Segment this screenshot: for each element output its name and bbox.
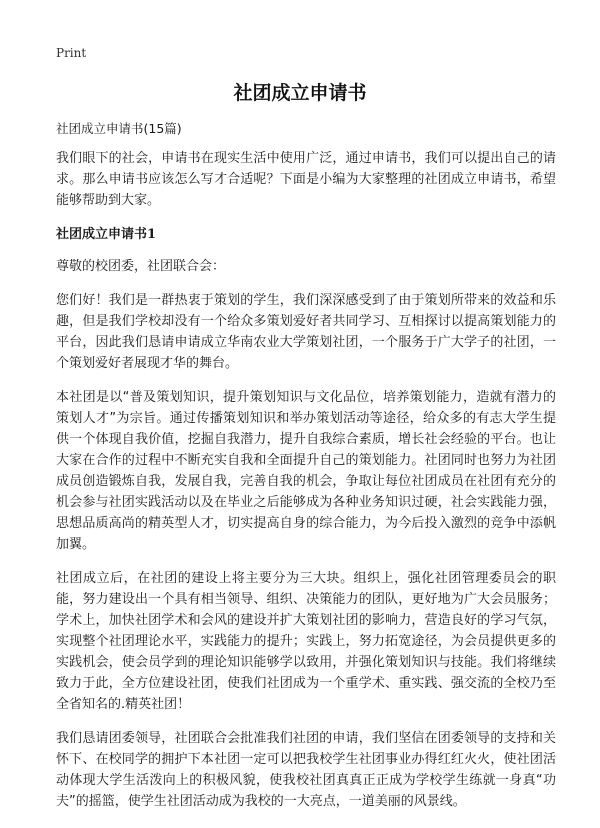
salutation: 尊敬的校团委，社团联合会： [56, 259, 226, 274]
body-paragraph: 我们恳请团委领导，社团联合会批准我们社团的申请，我们坚信在团委领导的支持和关怀下、在校同学的拥护下本社团一定可以把我校学生社团事业办得红红火火，使社团活动体现大学生活泼向上的积极风貌，使我校社团真真正正成为学校学生练就一身真“功夫”的摇篮，使学生社团活动成为我校的一大亮点，一道美丽的风景线。 [56, 731, 556, 809]
page-title: 社团成立申请书 [233, 82, 367, 104]
document-subtitle: 社团成立申请书(15篇) [56, 121, 182, 136]
document-body [56, 118, 556, 825]
section-heading: 社团成立申请书1 [56, 227, 157, 242]
intro-paragraph: 我们眼下的社会，申请书在现实生活中使用广泛，通过申请书，我们可以提出自己的请求。那么申请书应该怎么写才合适呢？下面是小编为大家整理的社团成立申请书，希望能够帮助到大家。 [56, 151, 556, 208]
body-paragraph: 您们好！我们是一群热衷于策划的学生，我们深深感受到了由于策划所带来的效益和乐趣，但是我们学校却没有一个给众多策划爱好者共同学习、互相探讨以提高策划能力的平台，因此我们恳请申请成立华南农业大学策划社团，一个服务于广大学子的社团，一个策划爱好者展现才华的舞台。 [56, 293, 556, 371]
print-link[interactable]: Print [56, 46, 87, 60]
body-paragraph: 本社团是以“普及策划知识，提升策划知识与文化品位，培养策划能力，造就有潜力的策划人才”为宗旨。通过传播策划知识和举办策划活动等途径，给众多的有志大学生提供一个体现自我价值，挖掘自我潜力，提升自我综合素质，增长社会经验的平台。也让大家在合作的过程中不断充实自我和全面提升自己的策划能力。社团同时也努力为社团成员创造锻炼自我，发展自我，完善自我的机会，争取让每位社团成员在社团有充分的机会参与社团实践活动以及在毕业之后能够成为各种业务知识过硬，社会实践能力强，思想品质高尚的精英型人才，切实提高自身的综合能力，为今后投入激烈的竞争中添帆加翼。 [56, 390, 556, 552]
body-paragraph: 社团成立后，在社团的建设上将主要分为三大块。组织上，强化社团管理委员会的职能，努力建设出一个具有相当领导、组织、决策能力的团队，更好地为广大会员服务；学术上，加快社团学术和会风的建设并扩大策划社团的影响力，营造良好的学习气氛，实现整个社团理论水平，实践能力的提升；实践上，努力拓宽途径，为会员提供更多的实践机会，使会员学到的理论知识能够学以致用，并强化策划知识与技能。我们将继续致力于此，全方位建设社团，使我们社团成为一个重学术、重实践、强交流的全校乃至全省知名的.精英社团！ [56, 571, 556, 712]
